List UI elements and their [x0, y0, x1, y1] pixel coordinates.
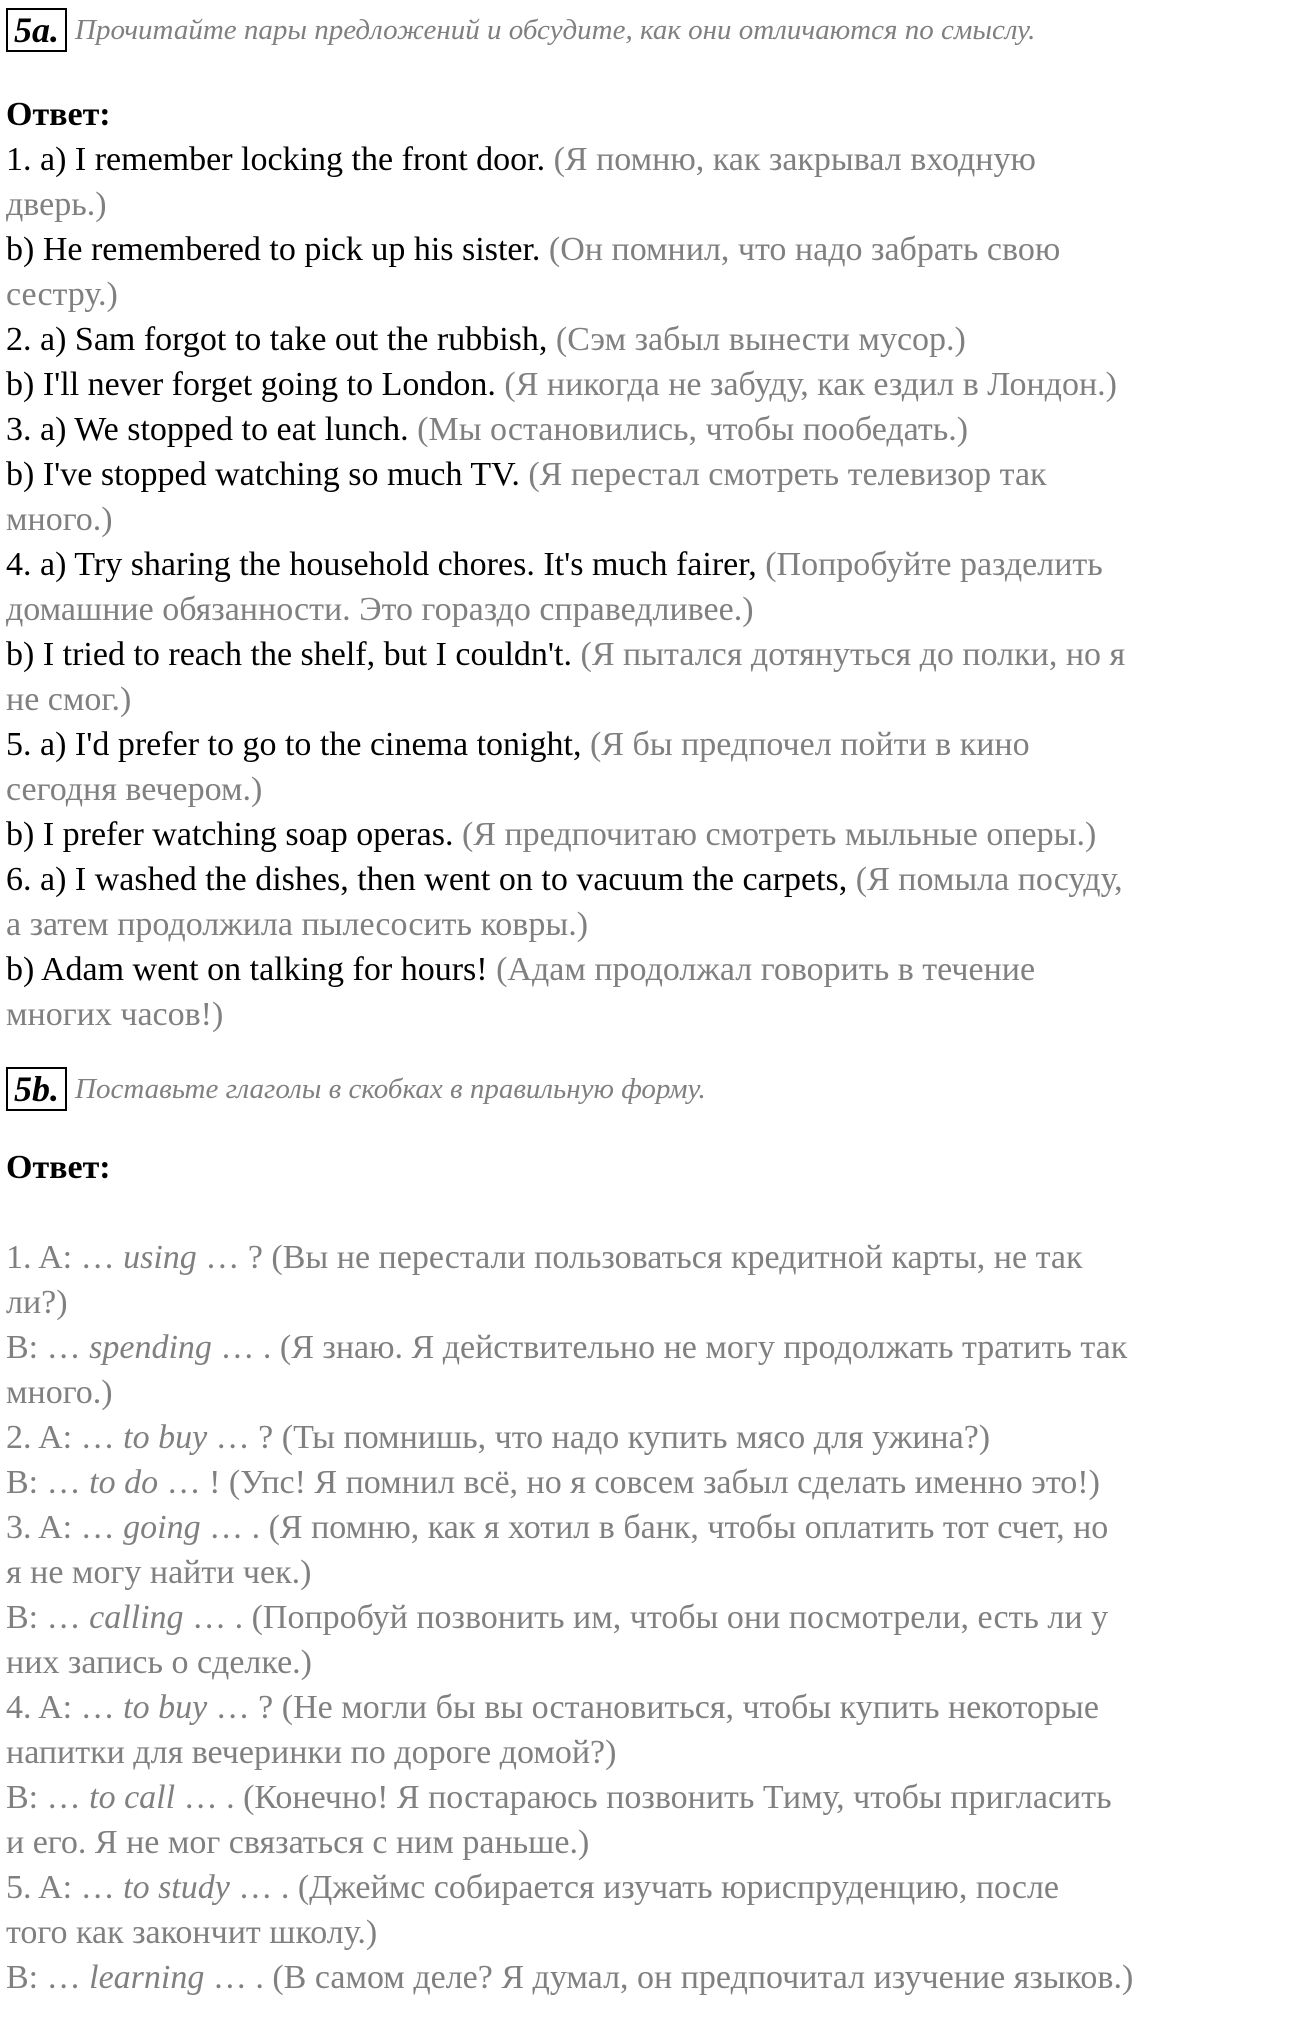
- russian-translation: (Адам продолжал говорить в течение: [496, 951, 1036, 988]
- answer-line: [6, 317, 1291, 362]
- speaker-prefix: B: …: [6, 1959, 90, 1996]
- russian-translation: (Я помню, как я хотил в банк, чтобы оплатить тот счет, но: [268, 1509, 1109, 1546]
- russian-translation: (Я предпочитаю смотреть мыльные оперы.): [461, 816, 1097, 853]
- speaker-prefix: 3. A: …: [6, 1509, 124, 1546]
- speaker-prefix: B: …: [6, 1464, 90, 1501]
- russian-translation: (Я знаю. Я действительно не могу продолжать тратить так: [279, 1329, 1128, 1366]
- russian-translation: и его. Я не мог связаться с ним раньше.): [6, 1824, 590, 1861]
- answer-line: [6, 407, 1291, 452]
- task-5a-header: [6, 6, 1291, 54]
- answer-line: [6, 902, 1291, 947]
- english-sentence: 1. a) I remember locking the front door.: [6, 141, 554, 178]
- russian-translation: (Я никогда не забуду, как ездил в Лондон.): [504, 366, 1117, 403]
- verb-form: to study: [123, 1869, 230, 1906]
- answer-line: [6, 587, 1291, 632]
- russian-translation: много.): [6, 1374, 113, 1411]
- russian-translation: (Конечно! Я постараюсь позвонить Тиму, чтобы пригласить: [243, 1779, 1112, 1816]
- russian-translation: (Он помнил, что надо забрать свою: [548, 231, 1061, 268]
- russian-translation: (Попробуй позвонить им, чтобы они посмотрели, есть ли у: [251, 1599, 1109, 1636]
- russian-translation: (Я помню, как закрывал входную: [553, 141, 1036, 178]
- answer-line: [6, 677, 1291, 722]
- sentence-ending: … ?: [207, 1689, 282, 1726]
- answer-lines-5b: [6, 1235, 1291, 2000]
- answer-line: [6, 947, 1291, 992]
- russian-translation: не смог.): [6, 681, 132, 718]
- russian-translation: я не могу найти чек.): [6, 1554, 312, 1591]
- sentence-ending: … .: [183, 1599, 252, 1636]
- answer-label: Ответ:: [6, 1149, 111, 1186]
- answer-line: [6, 1370, 1291, 1415]
- speaker-prefix: B: …: [6, 1779, 90, 1816]
- english-sentence: 4. a) Try sharing the household chores. It's much fairer,: [6, 546, 766, 583]
- russian-translation: (Вы не перестали пользоваться кредитной карты, не так: [271, 1239, 1083, 1276]
- russian-translation: (Я бы предпочел пойти в кино: [589, 726, 1030, 763]
- russian-translation: напитки для вечеринки по дороге домой?): [6, 1734, 617, 1771]
- verb-form: to call: [89, 1779, 176, 1816]
- answer-line: [6, 812, 1291, 857]
- answer-line: [6, 542, 1291, 587]
- answer-line: [6, 1955, 1291, 2000]
- answer-line: [6, 722, 1291, 767]
- speaker-prefix: 4. A: …: [6, 1689, 124, 1726]
- sentence-ending: … !: [158, 1464, 229, 1501]
- speaker-prefix: 2. A: …: [6, 1419, 124, 1456]
- task-number-badge: 5a.: [6, 8, 67, 52]
- answer-line: [6, 272, 1291, 317]
- document-page: [6, 6, 1291, 2000]
- russian-translation: многих часов!): [6, 996, 224, 1033]
- speaker-prefix: 1. A: …: [6, 1239, 124, 1276]
- answer-line: [6, 1820, 1291, 1865]
- answer-line: [6, 767, 1291, 812]
- verb-form: spending: [89, 1329, 212, 1366]
- verb-form: calling: [89, 1599, 184, 1636]
- answer-line: [6, 1280, 1291, 1325]
- sentence-ending: … ?: [196, 1239, 272, 1276]
- russian-translation: сегодня вечером.): [6, 771, 263, 808]
- russian-translation: (Попробуйте разделить: [765, 546, 1103, 583]
- sentence-ending: … ?: [207, 1419, 282, 1456]
- english-sentence: b) I prefer watching soap operas.: [6, 816, 462, 853]
- russian-translation: домашние обязанности. Это гораздо справедливее.): [6, 591, 754, 628]
- answer-line: [6, 1910, 1291, 1955]
- answer-line: [6, 1460, 1291, 1505]
- sentence-ending: … .: [211, 1329, 280, 1366]
- english-sentence: 2. a) Sam forgot to take out the rubbish,: [6, 321, 556, 358]
- answer-line: [6, 1415, 1291, 1460]
- answer-line: [6, 1775, 1291, 1820]
- task-instruction: Поставьте глаголы в скобках в правильную форму.: [75, 1072, 706, 1105]
- english-sentence: b) I tried to reach the shelf, but I couldn't.: [6, 636, 581, 673]
- sentence-ending: … .: [204, 1959, 273, 1996]
- russian-translation: а затем продолжила пылесосить ковры.): [6, 906, 589, 943]
- russian-translation: (Не могли бы вы остановиться, чтобы купить некоторые: [281, 1689, 1099, 1726]
- verb-form: to do: [89, 1464, 159, 1501]
- english-sentence: b) Adam went on talking for hours!: [6, 951, 497, 988]
- english-sentence: b) He remembered to pick up his sister.: [6, 231, 549, 268]
- answer-line: [6, 137, 1291, 182]
- english-sentence: 5. a) I'd prefer to go to the cinema tonight,: [6, 726, 590, 763]
- answer-line: [6, 362, 1291, 407]
- verb-form: to buy: [123, 1419, 208, 1456]
- task-5b-header: [6, 1065, 1291, 1113]
- answer-label: Ответ:: [6, 96, 111, 133]
- answer-line: [6, 632, 1291, 677]
- russian-translation: (Мы остановились, чтобы пообедать.): [417, 411, 969, 448]
- answer-line: [6, 182, 1291, 227]
- answer-line: [6, 1730, 1291, 1775]
- russian-translation: (Джеймс собирается изучать юриспруденцию, после: [297, 1869, 1060, 1906]
- answer-line: [6, 1235, 1291, 1280]
- answer-line: [6, 857, 1291, 902]
- task-instruction: Прочитайте пары предложений и обсудите, как они отличаются по смыслу.: [75, 13, 1036, 46]
- russian-translation: (Я пытался дотянуться до полки, но я: [580, 636, 1126, 673]
- task-number-badge: 5b.: [6, 1067, 67, 1111]
- answer-line: [6, 227, 1291, 272]
- english-sentence: 6. a) I washed the dishes, then went on to vacuum the carpets,: [6, 861, 856, 898]
- sentence-ending: … .: [175, 1779, 244, 1816]
- verb-form: going: [123, 1509, 201, 1546]
- english-sentence: b) I've stopped watching so much TV.: [6, 456, 529, 493]
- answer-line: [6, 452, 1291, 497]
- russian-translation: сестру.): [6, 276, 118, 313]
- answer-line: [6, 497, 1291, 542]
- english-sentence: b) I'll never forget going to London.: [6, 366, 505, 403]
- answer-line: [6, 1595, 1291, 1640]
- russian-translation: (Я перестал смотреть телевизор так: [528, 456, 1047, 493]
- verb-form: to buy: [123, 1689, 208, 1726]
- sentence-ending: … .: [229, 1869, 298, 1906]
- speaker-prefix: 5. A: …: [6, 1869, 124, 1906]
- answer-line: [6, 1505, 1291, 1550]
- answer-line: [6, 1325, 1291, 1370]
- answer-line: [6, 1640, 1291, 1685]
- english-sentence: 3. a) We stopped to eat lunch.: [6, 411, 418, 448]
- russian-translation: (Я помыла посуду,: [855, 861, 1123, 898]
- russian-translation: дверь.): [6, 186, 107, 223]
- russian-translation: (Сэм забыл вынести мусор.): [555, 321, 966, 358]
- russian-translation: того как закончит школу.): [6, 1914, 378, 1951]
- answer-lines-5a: [6, 137, 1291, 1037]
- russian-translation: (В самом деле? Я думал, он предпочитал изучение языков.): [272, 1959, 1134, 1996]
- speaker-prefix: B: …: [6, 1599, 90, 1636]
- answer-line: [6, 1865, 1291, 1910]
- russian-translation: ли?): [6, 1284, 68, 1321]
- verb-form: using: [123, 1239, 197, 1276]
- speaker-prefix: B: …: [6, 1329, 90, 1366]
- sentence-ending: … .: [200, 1509, 269, 1546]
- russian-translation: (Упс! Я помнил всё, но я совсем забыл сделать именно это!): [228, 1464, 1100, 1501]
- russian-translation: них запись о сделке.): [6, 1644, 312, 1681]
- answer-line: [6, 1550, 1291, 1595]
- answer-line: [6, 1685, 1291, 1730]
- verb-form: learning: [89, 1959, 205, 1996]
- answer-line: [6, 992, 1291, 1037]
- russian-translation: (Ты помнишь, что надо купить мясо для ужина?): [281, 1419, 991, 1456]
- russian-translation: много.): [6, 501, 113, 538]
